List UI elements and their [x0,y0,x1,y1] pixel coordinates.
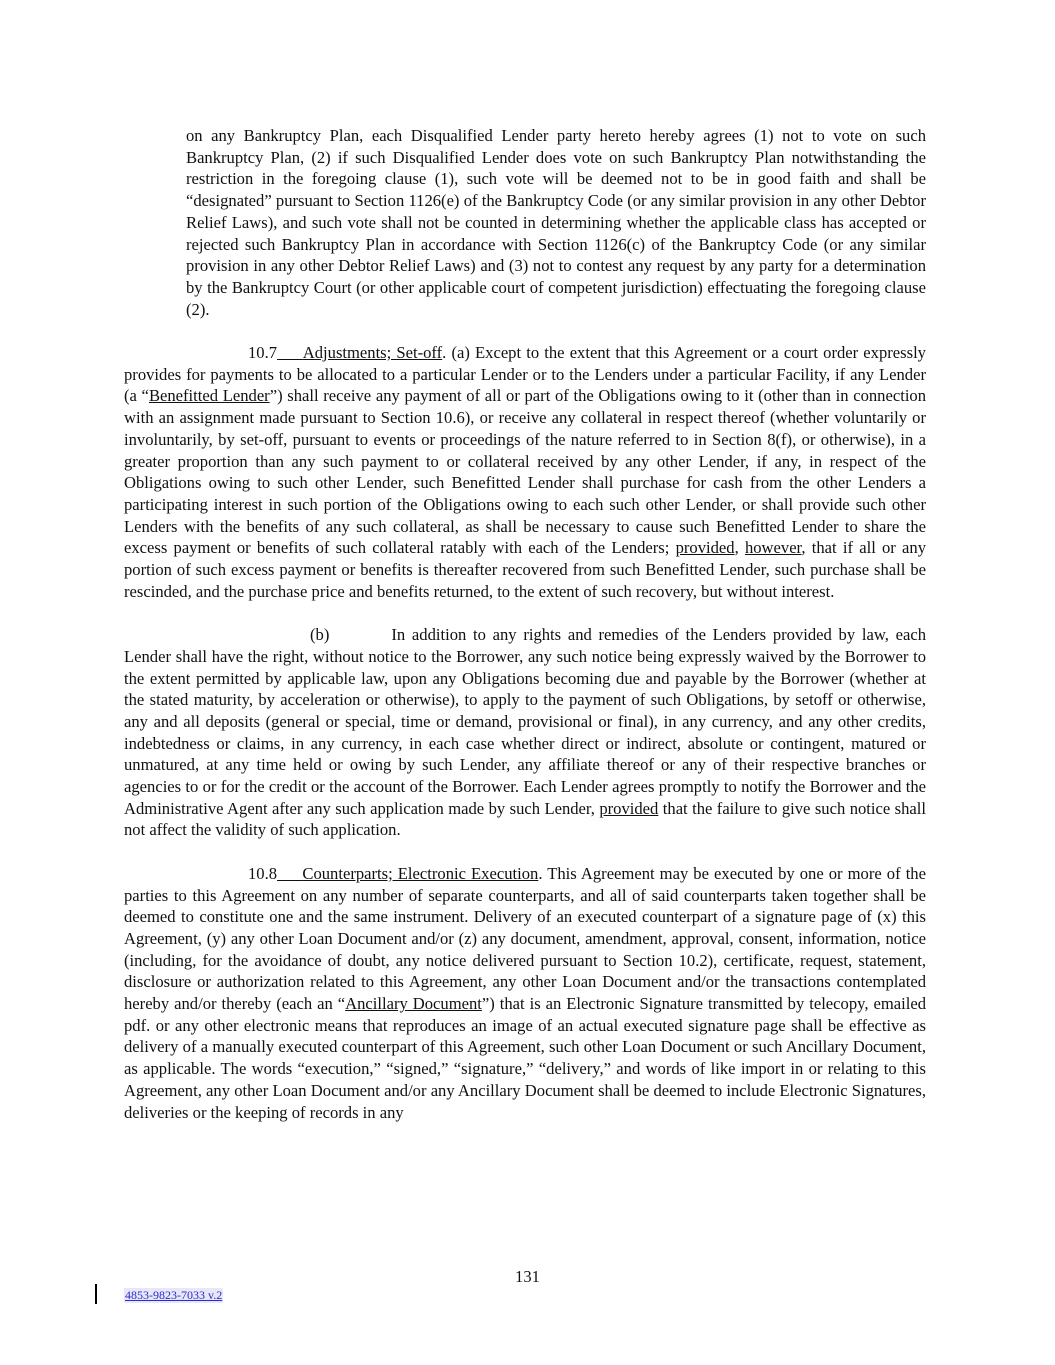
proviso-term: however [744,538,802,558]
clause-label: (b) [310,625,330,645]
document-id-link[interactable]: 4853-9823-7033 v.2 [125,1288,223,1302]
section-10-7-paragraph-a: 10.7 Adjustments; Set-off. (a) Except to the extent that this Agreement or a court order expressly provides for payments to be allocated to a particular Lender or to the Lenders under a particular Facility, if any Lender (a “Benefitted Lender”) shall receive any payment of all or part of the Obligations owing to it (other than in connection with an assignment made pursuant to Section 10.6), or receive any collateral in respect thereof (whether voluntarily or involuntarily, by set-off, pursuant to events or proceedings of the nature referred to in Section 8(f), or otherwise), in a greater proportion than any such payment to or collateral received by any other Lender, if any, in respect of the Obligations owing to such other Lender, such Benefitted Lender shall purchase for cash from the other Lenders a participating interest in such portion of the Obligations owing to each such other Lender, or shall provide such other Lenders with the benefits of any such collateral, as shall be necessary to cause such Benefitted Lender to share the excess payment or benefits of such collateral ratably with each of the Lenders; provided, however, that if all or any portion of such excess payment or benefits is thereafter recovered from such Benefitted Lender, such purchase shall be rescinded, and the purchase price and benefits returned, to the extent of such recovery, but without interest. [124,343,927,601]
section-10-7-paragraph-b: (b) In addition to any rights and remedies of the Lenders provided by law, each Lender shall have the right, without notice to the Borrower, any such notice being expressly waived by the Borrower to the extent permitted by applicable law, upon any Obligations becoming due and payable by the Borrower (whether at the stated maturity, by acceleration or otherwise), to apply to the payment of such Obligations, by setoff or otherwise, any and all deposits (general or special, time or demand, provisional or final), in any currency, and any other credits, indebtedness or claims, in any currency, in each case whether direct or indirect, absolute or contingent, matured or unmatured, at any time held or owing by such Lender, any affiliate thereof or any of their respective branches or agencies to or for the credit or the account of the Borrower. Each Lender agrees promptly to notify the Borrower and the Administrative Agent after any such application made by such Lender, provided that the failure to give such notice shall not affect the validity of such application. [124,625,927,840]
page-number: 131 [515,1267,540,1286]
paragraph-bankruptcy-plan: on any Bankruptcy Plan, each Disqualified Lender party hereto hereby agrees (1) not to vote on such Bankruptcy Plan, (2) if such Disqualified Lender does vote on such Bankruptcy Plan notwithstanding the restriction in the foregoing clause (1), such vote will be deemed not to be in good faith and shall be “designated” pursuant to Section 1126(e) of the Bankruptcy Code (or any similar provision in any other Debtor Relief Laws), and such vote shall not be counted in determining whether the applicable class has accepted or rejected such Bankruptcy Plan in accordance with Section 1126(c) of the Bankruptcy Code (or any similar provision in any other Debtor Relief Laws) and (3) not to contest any request by any party for a determination by the Bankruptcy Court (or other applicable court of competent jurisdiction) effectuating the foregoing clause (2). [186,126,926,319]
defined-term: Ancillary Document [345,994,482,1014]
section-number: 10.8 [248,863,278,883]
section-title: Counterparts; Electronic Execution [302,863,539,883]
revision-change-bar [95,1284,97,1304]
document-body [124,125,926,1145]
section-title: Adjustments; Set-off [302,343,443,363]
section-10-8-paragraph: 10.8 Counterparts; Electronic Execution. This Agreement may be executed by one or more of the parties to this Agreement on any number of separate counterparts, and all of said counterparts taken together shall be deemed to constitute one and the same instrument. Delivery of an executed counterpart of a signature page of (x) this Agreement, (y) any other Loan Document and/or (z) any document, amendment, approval, consent, information, notice (including, for the avoidance of doubt, any notice delivered pursuant to Section 10.2), certificate, request, statement, disclosure or authorization related to this Agreement, any other Loan Document and/or the transactions contemplated hereby and/or thereby (each an “Ancillary Document”) that is an Electronic Signature transmitted by telecopy, emailed pdf. or any other electronic means that reproduces an image of an actual executed signature page shall be effective as delivery of a manually executed counterpart of this Agreement, such other Loan Document or such Ancillary Document, as applicable. The words “execution,” “signed,” “signature,” “delivery,” and words of like import in or relating to this Agreement, any other Loan Document and/or any Ancillary Document shall be deemed to include Electronic Signatures, deliveries or the keeping of records in any [124,863,926,1122]
proviso-term: provided [599,798,659,818]
section-number: 10.7 [248,343,278,363]
defined-term: Benefitted Lender [148,386,270,406]
proviso-term: provided [675,538,735,558]
